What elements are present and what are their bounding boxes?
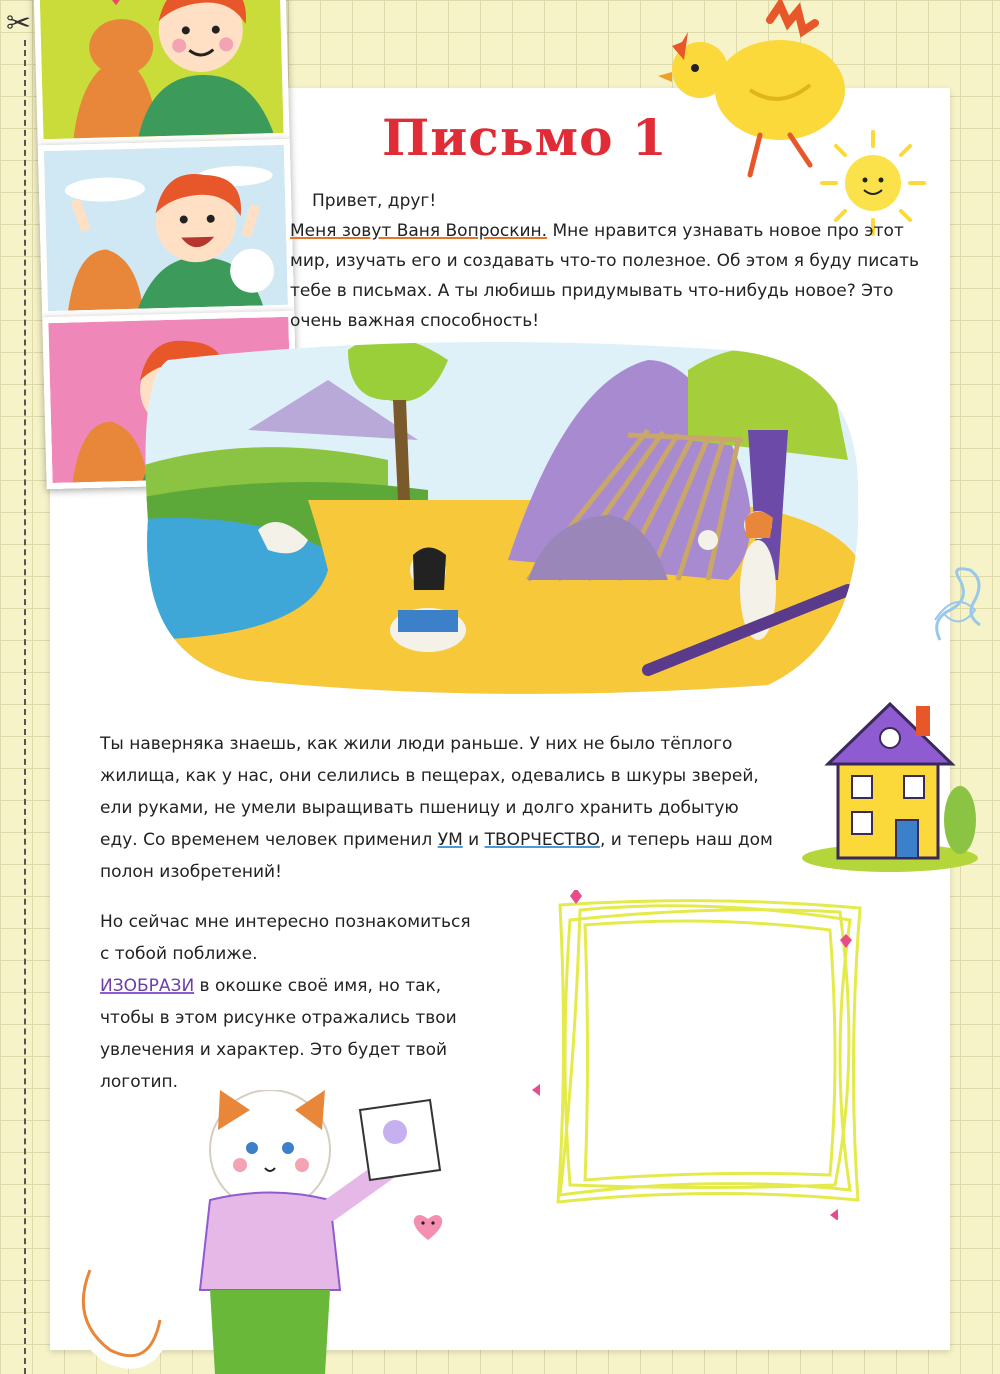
highlight-creativity: ТВОРЧЕСТВО xyxy=(484,830,600,850)
page-title: Письмо 1 xyxy=(382,108,668,167)
heart-icon xyxy=(410,1210,446,1242)
intro-rest: Мне нравится узнавать новое про этот мир, изучать его и создавать что-то полезное. Об этом я буду писать тебе в письмах. А ты любишь придумывать что-нибудь новое? Это очень важная способность! xyxy=(290,221,919,331)
scribble-doodle xyxy=(920,560,990,650)
logo-task-rest: в окошке своё имя, но так, чтобы в этом рисунке отражались твои увлечения и характер. Это будет твой логотип. xyxy=(100,976,457,1092)
logo-task-instruction xyxy=(100,970,480,1098)
comic-frame-2 xyxy=(38,139,294,318)
logo-task-intro: Но сейчас мне интересно познакомиться с тобой поближе. xyxy=(100,912,471,964)
history-text-2: , и теперь наш дом полон изобретений! xyxy=(100,830,773,882)
history-paragraph xyxy=(100,728,780,888)
house-illustration xyxy=(800,680,980,880)
intro-text xyxy=(290,216,930,336)
highlight-mind: УМ xyxy=(437,830,463,850)
history-text-1: Ты наверняка знаешь, как жили люди раньше. У них не было тёплого жилища, как у нас, они селились в пещерах, одевались в шкуры зверей, ели руками, не умели выращивать пшеницу и долго хранить добытую еду. Со временем человек применил xyxy=(100,734,759,850)
logo-drawing-frame[interactable] xyxy=(530,890,880,1220)
history-and: и xyxy=(462,830,485,850)
draw-action: ИЗОБРАЗИ xyxy=(100,976,195,996)
name-sentence: Меня зовут Ваня Вопроскин. xyxy=(290,221,548,241)
stone-age-scene xyxy=(128,340,870,700)
greeting: Привет, друг! xyxy=(312,191,437,211)
logo-task xyxy=(100,906,480,1098)
comic-frame-1 xyxy=(33,0,289,145)
scissors-icon: ✂ xyxy=(6,6,32,41)
intro-paragraph xyxy=(290,186,930,336)
cut-line xyxy=(24,40,26,1374)
